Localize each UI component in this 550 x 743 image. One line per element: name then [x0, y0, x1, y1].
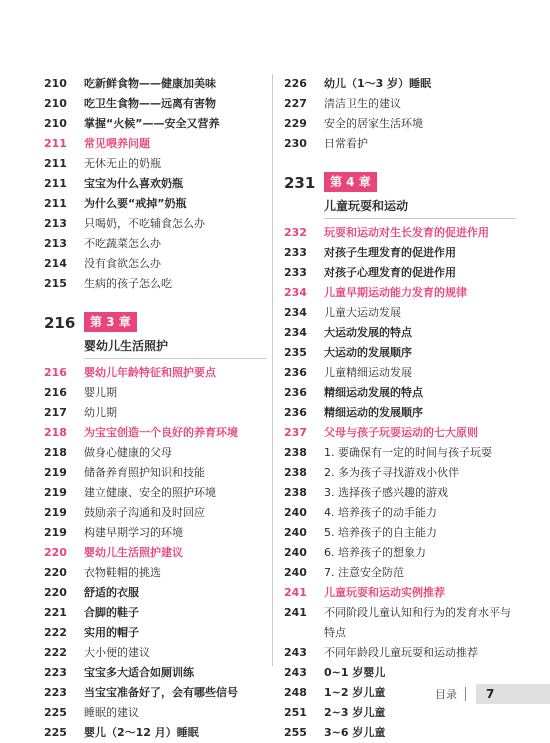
toc-page-number: 240 — [284, 546, 307, 559]
toc-entry[interactable] — [44, 563, 266, 583]
toc-entry[interactable] — [44, 443, 266, 463]
toc-page-number: 216 — [44, 314, 76, 332]
toc-page-number: 232 — [284, 226, 307, 239]
toc-page-number: 233 — [284, 266, 307, 279]
toc-page-number: 223 — [44, 666, 67, 679]
toc-entry-title: 儿童精细运动发展 — [324, 366, 412, 379]
toc-entry[interactable] — [284, 283, 516, 303]
chapter-tag: 第 4 章 — [324, 172, 377, 192]
toc-page-number: 222 — [44, 646, 67, 659]
toc-page-number: 251 — [284, 706, 307, 719]
toc-entry-title: 7. 注意安全防范 — [324, 566, 404, 579]
toc-entry[interactable] — [44, 214, 266, 234]
toc-page-number: 240 — [284, 526, 307, 539]
toc-page-number: 240 — [284, 506, 307, 519]
toc-page-number: 219 — [44, 526, 67, 539]
toc-page-number: 255 — [284, 726, 307, 739]
toc-entry-title: 大运动的发展顺序 — [324, 346, 412, 359]
toc-page-number: 210 — [44, 117, 67, 130]
toc-entry[interactable] — [284, 423, 516, 443]
toc-entry[interactable] — [284, 243, 516, 263]
toc-entry-title: 0~1 岁婴儿 — [324, 666, 386, 679]
toc-entry[interactable] — [44, 463, 266, 483]
toc-entry[interactable] — [44, 583, 266, 603]
toc-entry-title: 对孩子生理发育的促进作用 — [324, 246, 456, 259]
toc-page-number: 235 — [284, 346, 307, 359]
toc-entry-title: 6. 培养孩子的想象力 — [324, 546, 426, 559]
toc-entry-title: 2. 多为孩子寻找游戏小伙伴 — [324, 466, 459, 479]
toc-page-number: 241 — [284, 606, 307, 619]
toc-entry[interactable] — [284, 503, 516, 523]
toc-entry-title: 婴儿期 — [84, 386, 117, 399]
toc-entry[interactable] — [44, 234, 266, 254]
footer-section-label: 目录 — [435, 688, 457, 701]
toc-entry-title: 儿童大运动发展 — [324, 306, 401, 319]
toc-page-number: 210 — [44, 97, 67, 110]
column-divider — [272, 74, 273, 666]
chapter-heading[interactable] — [44, 312, 266, 359]
chapter-box — [324, 172, 516, 219]
toc-entry[interactable] — [284, 483, 516, 503]
toc-page-number: 234 — [284, 326, 307, 339]
toc-entry[interactable] — [44, 174, 266, 194]
toc-entry-title: 儿童早期运动能力发育的规律 — [324, 286, 467, 299]
toc-entry[interactable] — [284, 223, 516, 243]
toc-entry[interactable] — [44, 603, 266, 623]
toc-entry-title: 常见喂养问题 — [84, 137, 150, 150]
chapter-tag: 第 3 章 — [84, 312, 137, 332]
toc-entry-title: 安全的居家生活环境 — [324, 117, 423, 130]
toc-entry-title: 3~6 岁儿童 — [324, 726, 386, 739]
toc-entry-title: 没有食欲怎么办 — [84, 257, 161, 270]
toc-entry[interactable] — [284, 74, 516, 94]
toc-entry-title: 当宝宝准备好了，会有哪些信号 — [84, 686, 238, 699]
toc-right-column — [284, 74, 516, 743]
toc-entry[interactable] — [44, 383, 266, 403]
toc-page-number: 216 — [44, 386, 67, 399]
toc-page-number: 211 — [44, 177, 67, 190]
toc-entry-title: 宝宝为什么喜欢奶瓶 — [84, 177, 183, 190]
toc-entry[interactable] — [44, 134, 266, 154]
toc-entry-title: 掌握“火候”——安全又营养 — [84, 117, 220, 130]
toc-page-number: 213 — [44, 237, 67, 250]
toc-entry[interactable] — [284, 323, 516, 343]
toc-entry-title: 衣物鞋帽的挑选 — [84, 566, 161, 579]
toc-entry[interactable] — [44, 194, 266, 214]
toc-entry[interactable] — [44, 703, 266, 723]
chapter-title: 婴幼儿生活照护 — [84, 336, 266, 359]
toc-page-number: 236 — [284, 406, 307, 419]
toc-entry[interactable] — [284, 363, 516, 383]
toc-page-number: 215 — [44, 277, 67, 290]
toc-entry-title: 精细运动的发展顺序 — [324, 406, 423, 419]
toc-page-number: 237 — [284, 426, 307, 439]
toc-entry-title: 储备养育照护知识和技能 — [84, 466, 205, 479]
toc-entry-title: 合脚的鞋子 — [84, 606, 139, 619]
toc-entry-title: 父母与孩子玩耍运动的七大原则 — [324, 426, 478, 439]
toc-entry[interactable] — [44, 663, 266, 683]
toc-entry-title: 1~2 岁儿童 — [324, 686, 386, 699]
toc-page-number: 248 — [284, 686, 307, 699]
toc-page-number: 234 — [284, 286, 307, 299]
toc-page-number: 225 — [44, 726, 67, 739]
toc-entry-title: 构建早期学习的环境 — [84, 526, 183, 539]
toc-entry[interactable] — [284, 523, 516, 543]
chapter-box — [84, 312, 266, 359]
toc-entry-title: 婴幼儿生活照护建议 — [84, 546, 183, 559]
toc-page-number: 218 — [44, 426, 67, 439]
toc-page-number: 220 — [44, 546, 67, 559]
toc-page-number: 221 — [44, 606, 67, 619]
toc-entry[interactable] — [44, 423, 266, 443]
toc-entry[interactable] — [284, 543, 516, 563]
toc-entry-title: 建立健康、安全的照护环境 — [84, 486, 216, 499]
toc-entry-title: 鼓励亲子沟通和及时回应 — [84, 506, 205, 519]
toc-entry-title: 2~3 岁儿童 — [324, 706, 386, 719]
toc-page-number: 240 — [284, 566, 307, 579]
toc-page-number: 213 — [44, 217, 67, 230]
toc-page-number: 231 — [284, 174, 316, 192]
toc-entry[interactable] — [44, 543, 266, 563]
toc-entry[interactable] — [284, 463, 516, 483]
toc-entry[interactable] — [44, 94, 266, 114]
toc-entry[interactable] — [44, 254, 266, 274]
toc-page-number: 211 — [44, 157, 67, 170]
toc-entry[interactable] — [44, 114, 266, 134]
toc-page-number: 243 — [284, 646, 307, 659]
toc-entry[interactable] — [284, 403, 516, 423]
toc-entry-title: 不同阶段儿童认知和行为的发育水平与特点 — [324, 606, 511, 639]
page-number: 7 — [476, 684, 550, 704]
toc-entry[interactable] — [284, 723, 516, 743]
toc-page-number: 230 — [284, 137, 307, 150]
toc-entry-title: 1. 要确保有一定的时间与孩子玩耍 — [324, 446, 492, 459]
toc-entry-title: 婴儿（2～12 月）睡眠 — [84, 726, 199, 739]
toc-entry[interactable] — [44, 154, 266, 174]
toc-entry-title: 吃卫生食物——远离有害物 — [84, 97, 216, 110]
toc-entry-title: 幼儿（1～3 岁）睡眠 — [324, 77, 432, 90]
toc-entry-title: 婴幼儿年龄特征和照护要点 — [84, 366, 216, 379]
toc-page-number: 219 — [44, 466, 67, 479]
toc-entry-title: 儿童玩耍和运动实例推荐 — [324, 586, 445, 599]
toc-page-number: 227 — [284, 97, 307, 110]
toc-entry-title: 宝宝多大适合如厕训练 — [84, 666, 194, 679]
toc-entry-title: 做身心健康的父母 — [84, 446, 172, 459]
toc-entry-title: 对孩子心理发育的促进作用 — [324, 266, 456, 279]
toc-entry-title: 4. 培养孩子的动手能力 — [324, 506, 437, 519]
toc-entry-title: 为宝宝创造一个良好的养育环境 — [84, 426, 238, 439]
toc-entry-title: 玩耍和运动对生长发育的促进作用 — [324, 226, 489, 239]
toc-entry-title: 清洁卫生的建议 — [324, 97, 401, 110]
toc-page-number: 233 — [284, 246, 307, 259]
page-footer — [390, 684, 550, 704]
toc-entry[interactable] — [44, 483, 266, 503]
toc-entry[interactable] — [44, 523, 266, 543]
toc-entry[interactable] — [44, 643, 266, 663]
toc-page-number: 218 — [44, 446, 67, 459]
toc-page-number: 216 — [44, 366, 67, 379]
toc-page-number: 210 — [44, 77, 67, 90]
toc-entry-title: 不同年龄段儿童玩耍和运动推荐 — [324, 646, 478, 659]
toc-entry-title: 无休无止的奶瓶 — [84, 157, 161, 170]
toc-entry[interactable] — [284, 263, 516, 283]
toc-page-number: 211 — [44, 137, 67, 150]
toc-page-number: 238 — [284, 466, 307, 479]
toc-page-number: 238 — [284, 446, 307, 459]
toc-entry[interactable] — [44, 683, 266, 703]
toc-entry-title: 不吃蔬菜怎么办 — [84, 237, 161, 250]
toc-page-number: 219 — [44, 506, 67, 519]
toc-entry[interactable] — [44, 503, 266, 523]
toc-entry-title: 大小便的建议 — [84, 646, 150, 659]
toc-entry[interactable] — [284, 114, 516, 134]
toc-entry[interactable] — [284, 383, 516, 403]
toc-entry-title: 为什么要“戒掉”奶瓶 — [84, 197, 187, 210]
toc-entry-title: 吃新鲜食物——健康加美味 — [84, 77, 216, 90]
toc-entry[interactable] — [44, 363, 266, 383]
toc-page-number: 241 — [284, 586, 307, 599]
toc-entry-title: 实用的帽子 — [84, 626, 139, 639]
toc-entry-title: 大运动发展的特点 — [324, 326, 412, 339]
toc-entry[interactable] — [284, 643, 516, 663]
toc-page-number: 223 — [44, 686, 67, 699]
toc-page-number: 225 — [44, 706, 67, 719]
toc-entry-title: 只喝奶，不吃辅食怎么办 — [84, 217, 205, 230]
chapter-title: 儿童玩耍和运动 — [324, 196, 516, 219]
toc-page-number: 220 — [44, 566, 67, 579]
toc-entry[interactable] — [284, 663, 516, 683]
toc-page-number: 214 — [44, 257, 67, 270]
toc-entry[interactable] — [284, 343, 516, 363]
toc-entry[interactable] — [44, 274, 266, 294]
toc-page-number: 238 — [284, 486, 307, 499]
toc-left-column — [44, 74, 266, 743]
toc-page-number: 243 — [284, 666, 307, 679]
toc-entry-title: 3. 选择孩子感兴趣的游戏 — [324, 486, 448, 499]
toc-page-number: 222 — [44, 626, 67, 639]
toc-entry-title: 睡眠的建议 — [84, 706, 139, 719]
toc-entry-title: 幼儿期 — [84, 406, 117, 419]
toc-entry[interactable] — [284, 443, 516, 463]
toc-entry[interactable] — [44, 723, 266, 743]
toc-entry[interactable] — [284, 583, 516, 603]
toc-entry-title: 日常看护 — [324, 137, 368, 150]
toc-page-number: 219 — [44, 486, 67, 499]
toc-entry[interactable] — [44, 403, 266, 423]
toc-entry[interactable] — [284, 703, 516, 723]
toc-entry[interactable] — [284, 603, 516, 643]
toc-page-number: 220 — [44, 586, 67, 599]
toc-entry[interactable] — [44, 623, 266, 643]
toc-page-number: 226 — [284, 77, 307, 90]
toc-entry-title: 生病的孩子怎么吃 — [84, 277, 172, 290]
toc-entry[interactable] — [284, 303, 516, 323]
toc-page-number: 236 — [284, 386, 307, 399]
toc-page-number: 211 — [44, 197, 67, 210]
toc-page-number: 234 — [284, 306, 307, 319]
toc-entry[interactable] — [284, 94, 516, 114]
toc-page-number: 217 — [44, 406, 67, 419]
toc-entry-title: 精细运动发展的特点 — [324, 386, 423, 399]
footer-separator — [465, 687, 466, 701]
toc-entry[interactable] — [284, 134, 516, 154]
toc-page-number: 229 — [284, 117, 307, 130]
toc-entry[interactable] — [284, 563, 516, 583]
toc-entry-title: 5. 培养孩子的自主能力 — [324, 526, 437, 539]
toc-page-number: 236 — [284, 366, 307, 379]
toc-entry[interactable] — [44, 74, 266, 94]
toc-entry-title: 舒适的衣服 — [84, 586, 139, 599]
chapter-heading[interactable] — [284, 172, 516, 219]
